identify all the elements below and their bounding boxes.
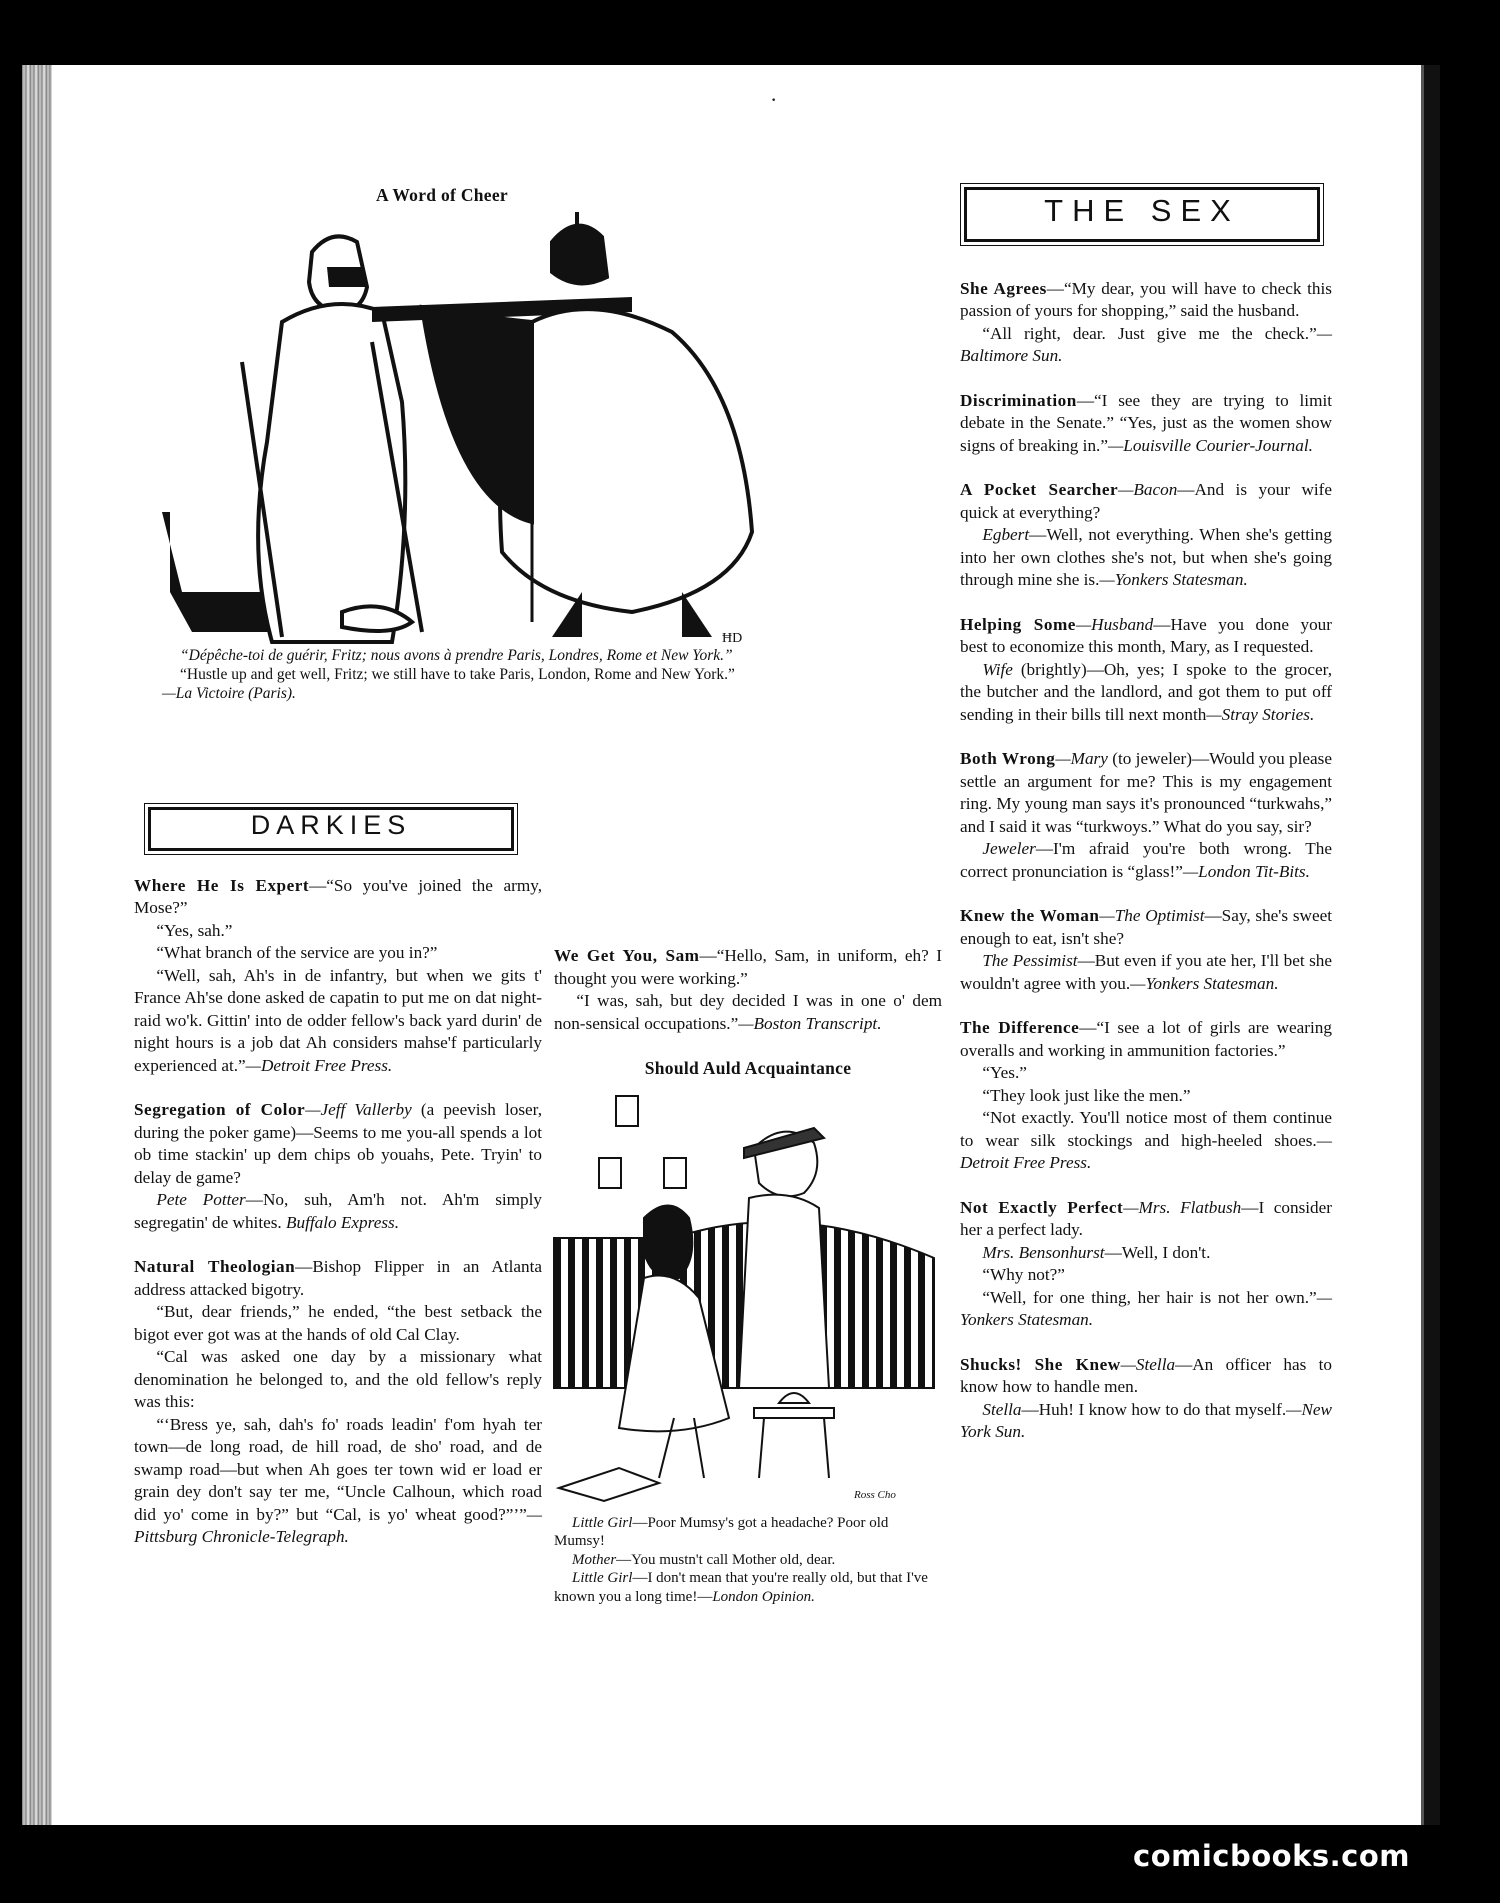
- joke-text: “Yes, sah.”: [156, 920, 233, 940]
- joke-we-get-you-sam: [554, 945, 942, 1035]
- joke-text: —But even if you ate her, I'll bet she wouldn't agree with you.: [960, 951, 1332, 993]
- joke-text: —And is your wife quick at everything?: [960, 480, 1333, 522]
- joke-text: —Have you done your best to economize this month, Mary, as I requested.: [960, 614, 1332, 656]
- joke-text: —An officer has to know how to handle men.: [960, 1354, 1332, 1396]
- speaker-name: —Mary: [1055, 749, 1108, 768]
- joke-source: —Louisville Courier-Journal.: [1107, 435, 1313, 455]
- cartoon-title: A Word of Cheer: [375, 185, 509, 205]
- joke-text: —“Hello, Sam, in uniform, eh? I thought you were working.”: [554, 946, 942, 988]
- speaker-name: —Husband: [1075, 614, 1154, 634]
- joke-source: —Yonkers Statesman.: [1099, 570, 1248, 589]
- joke-heading: Segregation of Color: [134, 1100, 306, 1119]
- caption-english: “Hustle up and get well, Fritz; we still have to take Paris, London, Rome and New York.”: [180, 666, 735, 683]
- sex-joke-item: [960, 614, 1332, 727]
- joke-text: “Why not?”: [982, 1265, 1065, 1284]
- speaker-name: Mother: [572, 1551, 617, 1568]
- column-left: [134, 807, 542, 1571]
- speaker-name: Egbert: [982, 525, 1030, 544]
- joke-text: “Yes.”: [982, 1063, 1027, 1082]
- sex-title: THE SEX: [1044, 193, 1240, 228]
- joke-text: —Well, not everything. When she's getting into her own clothes she's not, but when she's going through mine she is.: [960, 525, 1332, 589]
- joke-text: “I was, sah, but dey decided I was in one o' dem non-sensical occupations.”: [554, 991, 942, 1033]
- joke-heading: Natural Theologian: [134, 1257, 296, 1276]
- cartoon-title: Should Auld Acquaintance: [644, 1058, 852, 1078]
- joke-heading: A Pocket Searcher: [960, 480, 1119, 499]
- joke-heading: She Agrees: [960, 278, 1047, 298]
- sex-joke-item: [960, 1354, 1332, 1444]
- svg-text:ĦD: ĦD: [722, 631, 743, 646]
- speaker-name: Pete Potter: [156, 1190, 246, 1209]
- speaker-name: Wife: [982, 659, 1013, 679]
- sex-joke-item: [960, 390, 1332, 458]
- speaker-name: —Bacon: [1118, 480, 1178, 499]
- joke-heading: Not Exactly Perfect: [960, 1197, 1124, 1217]
- joke-text: “All right, dear. Just give me the check.”: [982, 323, 1317, 343]
- sex-joke-item: [960, 278, 1332, 368]
- speaker-name: The Pessimist: [982, 951, 1078, 970]
- darkies-title: DARKIES: [250, 810, 412, 840]
- speaker-name: Jeweler: [982, 839, 1036, 858]
- caption-text: —Poor Mumsy's got a headache? Poor old Mumsy!: [554, 1514, 889, 1549]
- joke-heading: The Difference: [960, 1018, 1080, 1037]
- joke-text: (a peevish loser, during the poker game)—Seems to me you-all spends a lot ob time stackin' up dem chips ob youahs, Pete. Tryin' to delay de game?: [134, 1100, 543, 1187]
- joke-text: “What branch of the service are you in?”: [156, 943, 438, 962]
- speaker-name: —Stella: [1120, 1354, 1176, 1374]
- cartoon-word-of-cheer: [162, 185, 962, 703]
- joke-text: “They look just like the men.”: [982, 1085, 1191, 1105]
- cartoon-illustration-mother-daughter: [554, 1088, 942, 1508]
- joke-heading: Where He Is Expert: [134, 875, 310, 895]
- column-right: [960, 187, 1332, 1466]
- joke-source: Buffalo Express.: [281, 1212, 399, 1232]
- joke-text: “Not exactly. You'll notice most of them continue to wear silk stockings and high-heeled shoes.: [960, 1108, 1332, 1150]
- joke-text: —I'm afraid you're both wrong. The correct pronunciation is “glass!”: [960, 839, 1332, 881]
- speaker-name: —The Optimist: [1099, 906, 1205, 925]
- joke-source: —Yonkers Statesman.: [960, 1287, 1332, 1329]
- caption-french: “Dépêche-toi de guérir, Fritz; nous avons à prendre Paris, Londres, Rome et New York.”: [180, 647, 733, 664]
- sex-jokes-list: [960, 278, 1332, 1444]
- joke-natural-theologian-part1: [134, 1256, 542, 1549]
- sex-joke-item: [960, 479, 1332, 592]
- joke-text: (brightly)—Oh, yes; I spoke to the grocer, the butcher and the landlord, and got them to put off sending in their bills till next month: [960, 659, 1332, 724]
- joke-source: —New York Sun.: [960, 1399, 1332, 1441]
- joke-text: “Well, for one thing, her hair is not her own.”: [982, 1287, 1317, 1307]
- joke-text: —Bishop Flipper in an Atlanta address attacked bigotry.: [134, 1257, 542, 1299]
- magazine-page: [22, 65, 1440, 1873]
- joke-source: —Pittsburg Chronicle-Telegraph.: [134, 1504, 542, 1546]
- sex-joke-item: [960, 1017, 1332, 1175]
- joke-text: “But, dear friends,” he ended, “the best setback the bigot ever got was at the hands of old Cal Clay.: [134, 1302, 542, 1344]
- cartoon-should-auld-acquaintance: [554, 1057, 942, 1606]
- joke-text: —I consider her a perfect lady.: [960, 1197, 1333, 1239]
- site-watermark: comicbooks.com: [1133, 1839, 1410, 1873]
- joke-heading: We Get You, Sam: [554, 946, 700, 965]
- joke-text: —“So you've joined the army, Mose?”: [134, 875, 542, 917]
- joke-segregation-of-color: [134, 1099, 542, 1234]
- joke-heading: Shucks! She Knew: [960, 1354, 1121, 1374]
- joke-source: —Detroit Free Press.: [245, 1055, 393, 1075]
- joke-source: —Detroit Free Press.: [960, 1130, 1332, 1172]
- caption-text: —You mustn't call Mother old, dear.: [616, 1551, 836, 1568]
- joke-source: —Stray Stories.: [1206, 704, 1315, 724]
- speck-mark: ·: [770, 87, 778, 112]
- sex-joke-item: [960, 1197, 1332, 1332]
- joke-where-he-is-expert: [134, 875, 542, 1078]
- speaker-name: Stella: [982, 1399, 1022, 1419]
- speaker-name: —Jeff Vallerby: [305, 1100, 412, 1119]
- joke-heading: Knew the Woman: [960, 906, 1100, 925]
- speaker-name: Little Girl: [572, 1570, 633, 1586]
- joke-text: —Say, she's sweet enough to eat, isn't she?: [960, 906, 1332, 948]
- joke-heading: Both Wrong: [960, 749, 1056, 768]
- caption-source: London Opinion.: [712, 1588, 815, 1605]
- joke-source: —London Tit-Bits.: [1182, 861, 1310, 881]
- svg-text:Ross Cho: Ross Cho: [854, 1488, 896, 1501]
- sex-heading-box: [964, 187, 1320, 242]
- column-middle: [554, 945, 942, 1606]
- next-page-strip: [1424, 65, 1440, 1825]
- sex-joke-item: [960, 748, 1332, 883]
- joke-heading: Discrimination: [960, 390, 1077, 410]
- speaker-name: Little Girl: [572, 1514, 633, 1531]
- speaker-name: —Mrs. Flatbush: [1123, 1197, 1242, 1217]
- page-binding-edge: [22, 65, 52, 1825]
- cartoon-illustration-soldiers: [162, 212, 942, 646]
- caption-source: —La Victoire (Paris).: [162, 685, 296, 702]
- joke-text: —Well, I don't.: [1104, 1242, 1211, 1262]
- joke-text: —No, suh, Am'h not. Ah'm simply segregatin' de whites.: [134, 1190, 542, 1232]
- joke-text: “‘Bress ye, sah, dah's fo' roads leadin' f'om hyah ter town—de long road, de hill road, de sho' road, and de swamp road—but when Ah goes ter town wid er load er grain dey don't say ter me, “Uncle Calhoun, which road did yo' come in by?” but “Cal, is yo' wheat good?”’”: [134, 1414, 542, 1524]
- joke-text: —Huh! I know how to do that myself.: [1021, 1399, 1287, 1419]
- joke-text: “Cal was asked one day by a missionary what denomination he belonged to, and the old fellow's reply was this:: [134, 1347, 542, 1411]
- joke-heading: Helping Some: [960, 614, 1076, 634]
- sex-joke-item: [960, 905, 1332, 995]
- joke-source: —Boston Transcript.: [738, 1013, 882, 1033]
- joke-text: “Well, sah, Ah's in de infantry, but when we gits t' France Ah'se done asked de capatin to put me on dat night-raid wo'k. Gittin' into de odder fellow's back yard durin' de night hours is a job dat Ah considers mahse'f particularly experienced at.”: [134, 965, 542, 1075]
- joke-text: —“My dear, you will have to check this passion of yours for shopping,” said the husband.: [960, 278, 1332, 320]
- speaker-name: Mrs. Bensonhurst: [982, 1242, 1105, 1262]
- joke-source: —Yonkers Statesman.: [1130, 973, 1279, 993]
- joke-source: —Baltimore Sun.: [960, 323, 1332, 365]
- darkies-heading-box: [148, 807, 514, 851]
- caption-text: —I don't mean that you're really old, but that I've known you a long time!—: [554, 1570, 928, 1605]
- joke-text: —“I see a lot of girls are wearing overalls and working in ammunition factories.”: [960, 1018, 1332, 1060]
- joke-text: (to jeweler)—Would you please settle an argument for me? This is my engagement ring. My young man says it's pronounced “turkwahs,” and I said it was “turkwoys.” What do you say, sir?: [960, 749, 1332, 836]
- joke-text: —“I see they are trying to limit debate in the Senate.” “Yes, just as the women show signs of breaking in.”: [960, 390, 1332, 455]
